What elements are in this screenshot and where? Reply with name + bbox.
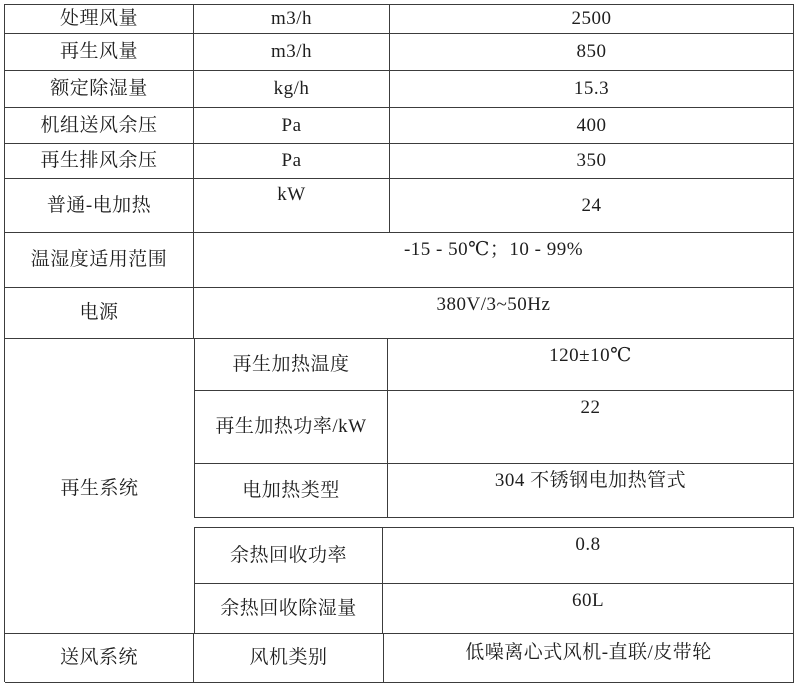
spec-label: 余热回收除湿量 [194, 584, 383, 633]
spec-value: 24 [390, 179, 794, 232]
table-row-temp-humidity-range [5, 233, 794, 288]
spec-label: 机组送风余压 [5, 108, 194, 143]
table-row-rated-dehumidification [5, 71, 794, 108]
spec-label: 额定除湿量 [5, 71, 194, 107]
spec-table [4, 4, 794, 682]
spec-value: 304 不锈钢电加热管式 [388, 464, 794, 517]
spec-label: 普通-电加热 [5, 179, 194, 232]
spec-label: 电加热类型 [194, 464, 388, 517]
regen-system-section [5, 339, 794, 634]
spec-value: 850 [390, 34, 794, 70]
section-label: 送风系统 [5, 634, 194, 682]
spec-label: 温湿度适用范围 [5, 233, 194, 287]
spec-unit: m3/h [194, 5, 390, 33]
table-row-power-supply [5, 288, 794, 339]
table-row-heat-recovery-dehumidification [194, 584, 794, 634]
spec-value: 120±10℃ [388, 339, 794, 390]
table-row-fan-type [5, 634, 794, 683]
spec-label: 电源 [5, 288, 194, 338]
spec-label: 再生风量 [5, 34, 194, 70]
spec-label: 处理风量 [5, 5, 194, 33]
spec-label: 风机类别 [194, 634, 384, 682]
spec-value: 60L [383, 584, 794, 633]
section-break-gap [194, 518, 794, 528]
spec-label: 再生加热温度 [194, 339, 388, 390]
regen-system-rows [194, 339, 794, 634]
table-row-regen-heating-temp [194, 339, 794, 391]
spec-value: 15.3 [390, 71, 794, 107]
table-row-regen-heating-power [194, 391, 794, 464]
table-row-electric-heater-type [194, 464, 794, 518]
spec-label: 余热回收功率 [194, 528, 383, 583]
table-row-air-volume [5, 5, 794, 34]
spec-value: 380V/3~50Hz [194, 288, 794, 338]
spec-unit: kW [194, 179, 390, 232]
spec-unit: Pa [194, 108, 390, 143]
spec-unit: Pa [194, 144, 390, 178]
spec-value: 2500 [390, 5, 794, 33]
spec-value: -15 - 50℃；10 - 99% [194, 233, 794, 287]
table-row-regen-air-volume [5, 34, 794, 71]
spec-value: 350 [390, 144, 794, 178]
spec-value: 400 [390, 108, 794, 143]
table-row-exhaust-residual-pressure [5, 144, 794, 179]
table-row-supply-residual-pressure [5, 108, 794, 144]
spec-label: 再生排风余压 [5, 144, 194, 178]
spec-unit: kg/h [194, 71, 390, 107]
section-label: 再生系统 [5, 339, 194, 634]
spec-value: 低噪离心式风机-直联/皮带轮 [384, 634, 794, 682]
spec-value: 22 [388, 391, 794, 463]
table-row-heat-recovery-power [194, 528, 794, 584]
spec-unit: m3/h [194, 34, 390, 70]
spec-value: 0.8 [383, 528, 794, 583]
table-row-electric-heating [5, 179, 794, 233]
spec-label: 再生加热功率/kW [194, 391, 388, 463]
